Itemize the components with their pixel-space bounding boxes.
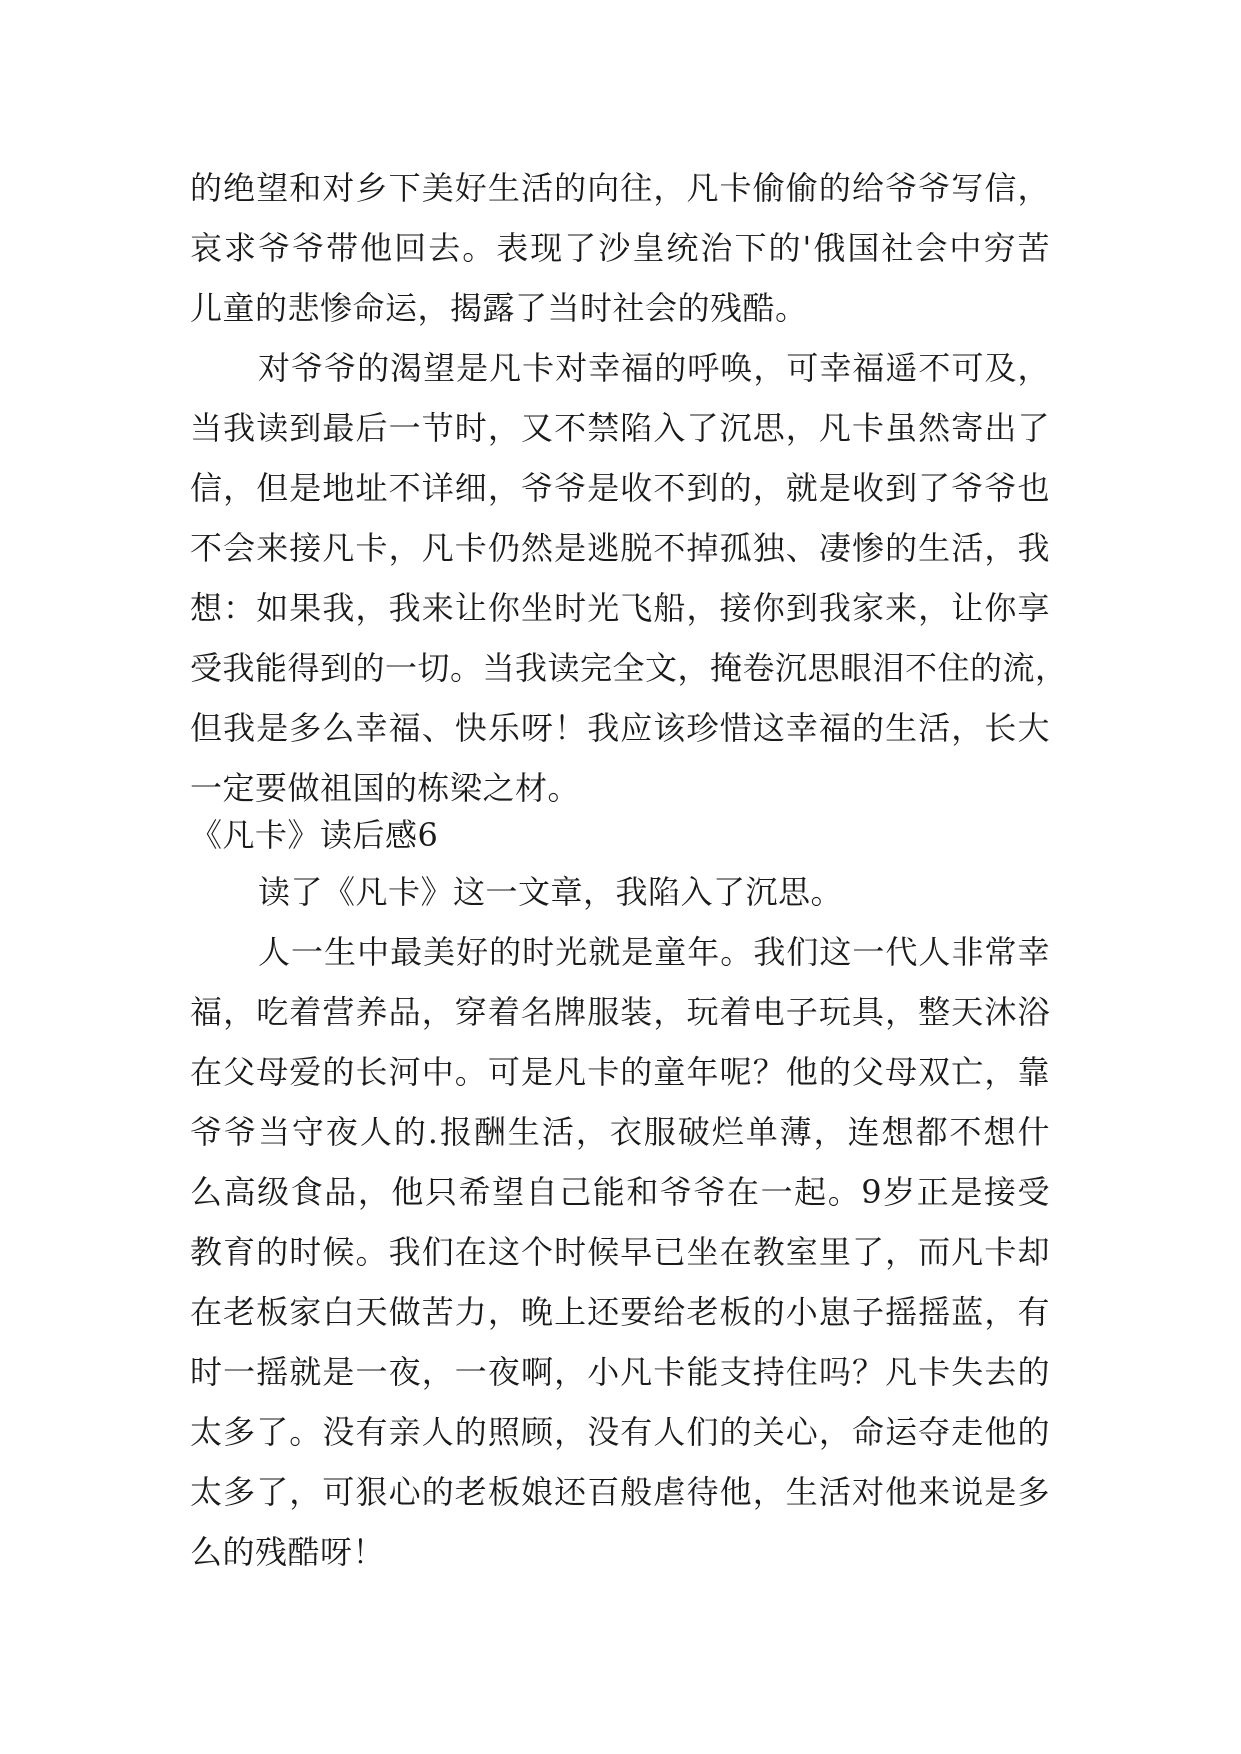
text-line: 在父母爱的长河中。可是凡卡的童年呢？他的父母双亡，靠	[190, 1053, 1050, 1091]
section-heading: 《凡卡》读后感6	[190, 816, 439, 854]
text-line: 不会来接凡卡，凡卡仍然是逃脱不掉孤独、凄惨的生活，我	[190, 529, 1050, 567]
text-line: 时一摇就是一夜，一夜啊，小凡卡能支持住吗？凡卡失去的	[190, 1353, 1050, 1391]
text-line: 一定要做祖国的栋梁之材。	[190, 769, 581, 807]
text-line: 么的残酷呀！	[190, 1533, 386, 1571]
text-line: 对爷爷的渴望是凡卡对幸福的呼唤，可幸福遥不可及，	[258, 349, 1050, 387]
text-line: 太多了。没有亲人的照顾，没有人们的关心，命运夺走他的	[190, 1413, 1050, 1451]
text-line: 人一生中最美好的时光就是童年。我们这一代人非常幸	[258, 933, 1050, 971]
text-line: 读了《凡卡》这一文章，我陷入了沉思。	[258, 873, 844, 911]
text-line: 受我能得到的一切。当我读完全文，掩卷沉思眼泪不住的流，	[190, 649, 1068, 687]
text-line: 的绝望和对乡下美好生活的向往，凡卡偷偷的给爷爷写信，	[190, 169, 1050, 207]
text-line: 教育的时候。我们在这个时候早已坐在教室里了，而凡卡却	[190, 1233, 1050, 1271]
text-line: 但我是多么幸福、快乐呀！我应该珍惜这幸福的生活，长大	[190, 709, 1050, 747]
text-line: 在老板家白天做苦力，晚上还要给老板的小崽子摇摇蓝，有	[190, 1293, 1050, 1331]
text-line: 信，但是地址不详细，爷爷是收不到的，就是收到了爷爷也	[190, 469, 1050, 507]
text-line: 当我读到最后一节时，又不禁陷入了沉思，凡卡虽然寄出了	[190, 409, 1050, 447]
text-line: 么高级食品，他只希望自己能和爷爷在一起。9岁正是接受	[190, 1173, 1050, 1211]
text-line: 儿童的悲惨命运，揭露了当时社会的残酷。	[190, 289, 808, 327]
text-line: 爷爷当守夜人的.报酬生活，衣服破烂单薄，连想都不想什	[190, 1113, 1050, 1151]
text-line: 福，吃着营养品，穿着名牌服装，玩着电子玩具，整天沐浴	[190, 993, 1050, 1031]
text-line: 哀求爷爷带他回去。表现了沙皇统治下的'俄国社会中穷苦	[190, 229, 1050, 267]
text-line: 想：如果我，我来让你坐时光飞船，接你到我家来，让你享	[190, 589, 1050, 627]
text-line: 太多了，可狠心的老板娘还百般虐待他，生活对他来说是多	[190, 1473, 1050, 1511]
